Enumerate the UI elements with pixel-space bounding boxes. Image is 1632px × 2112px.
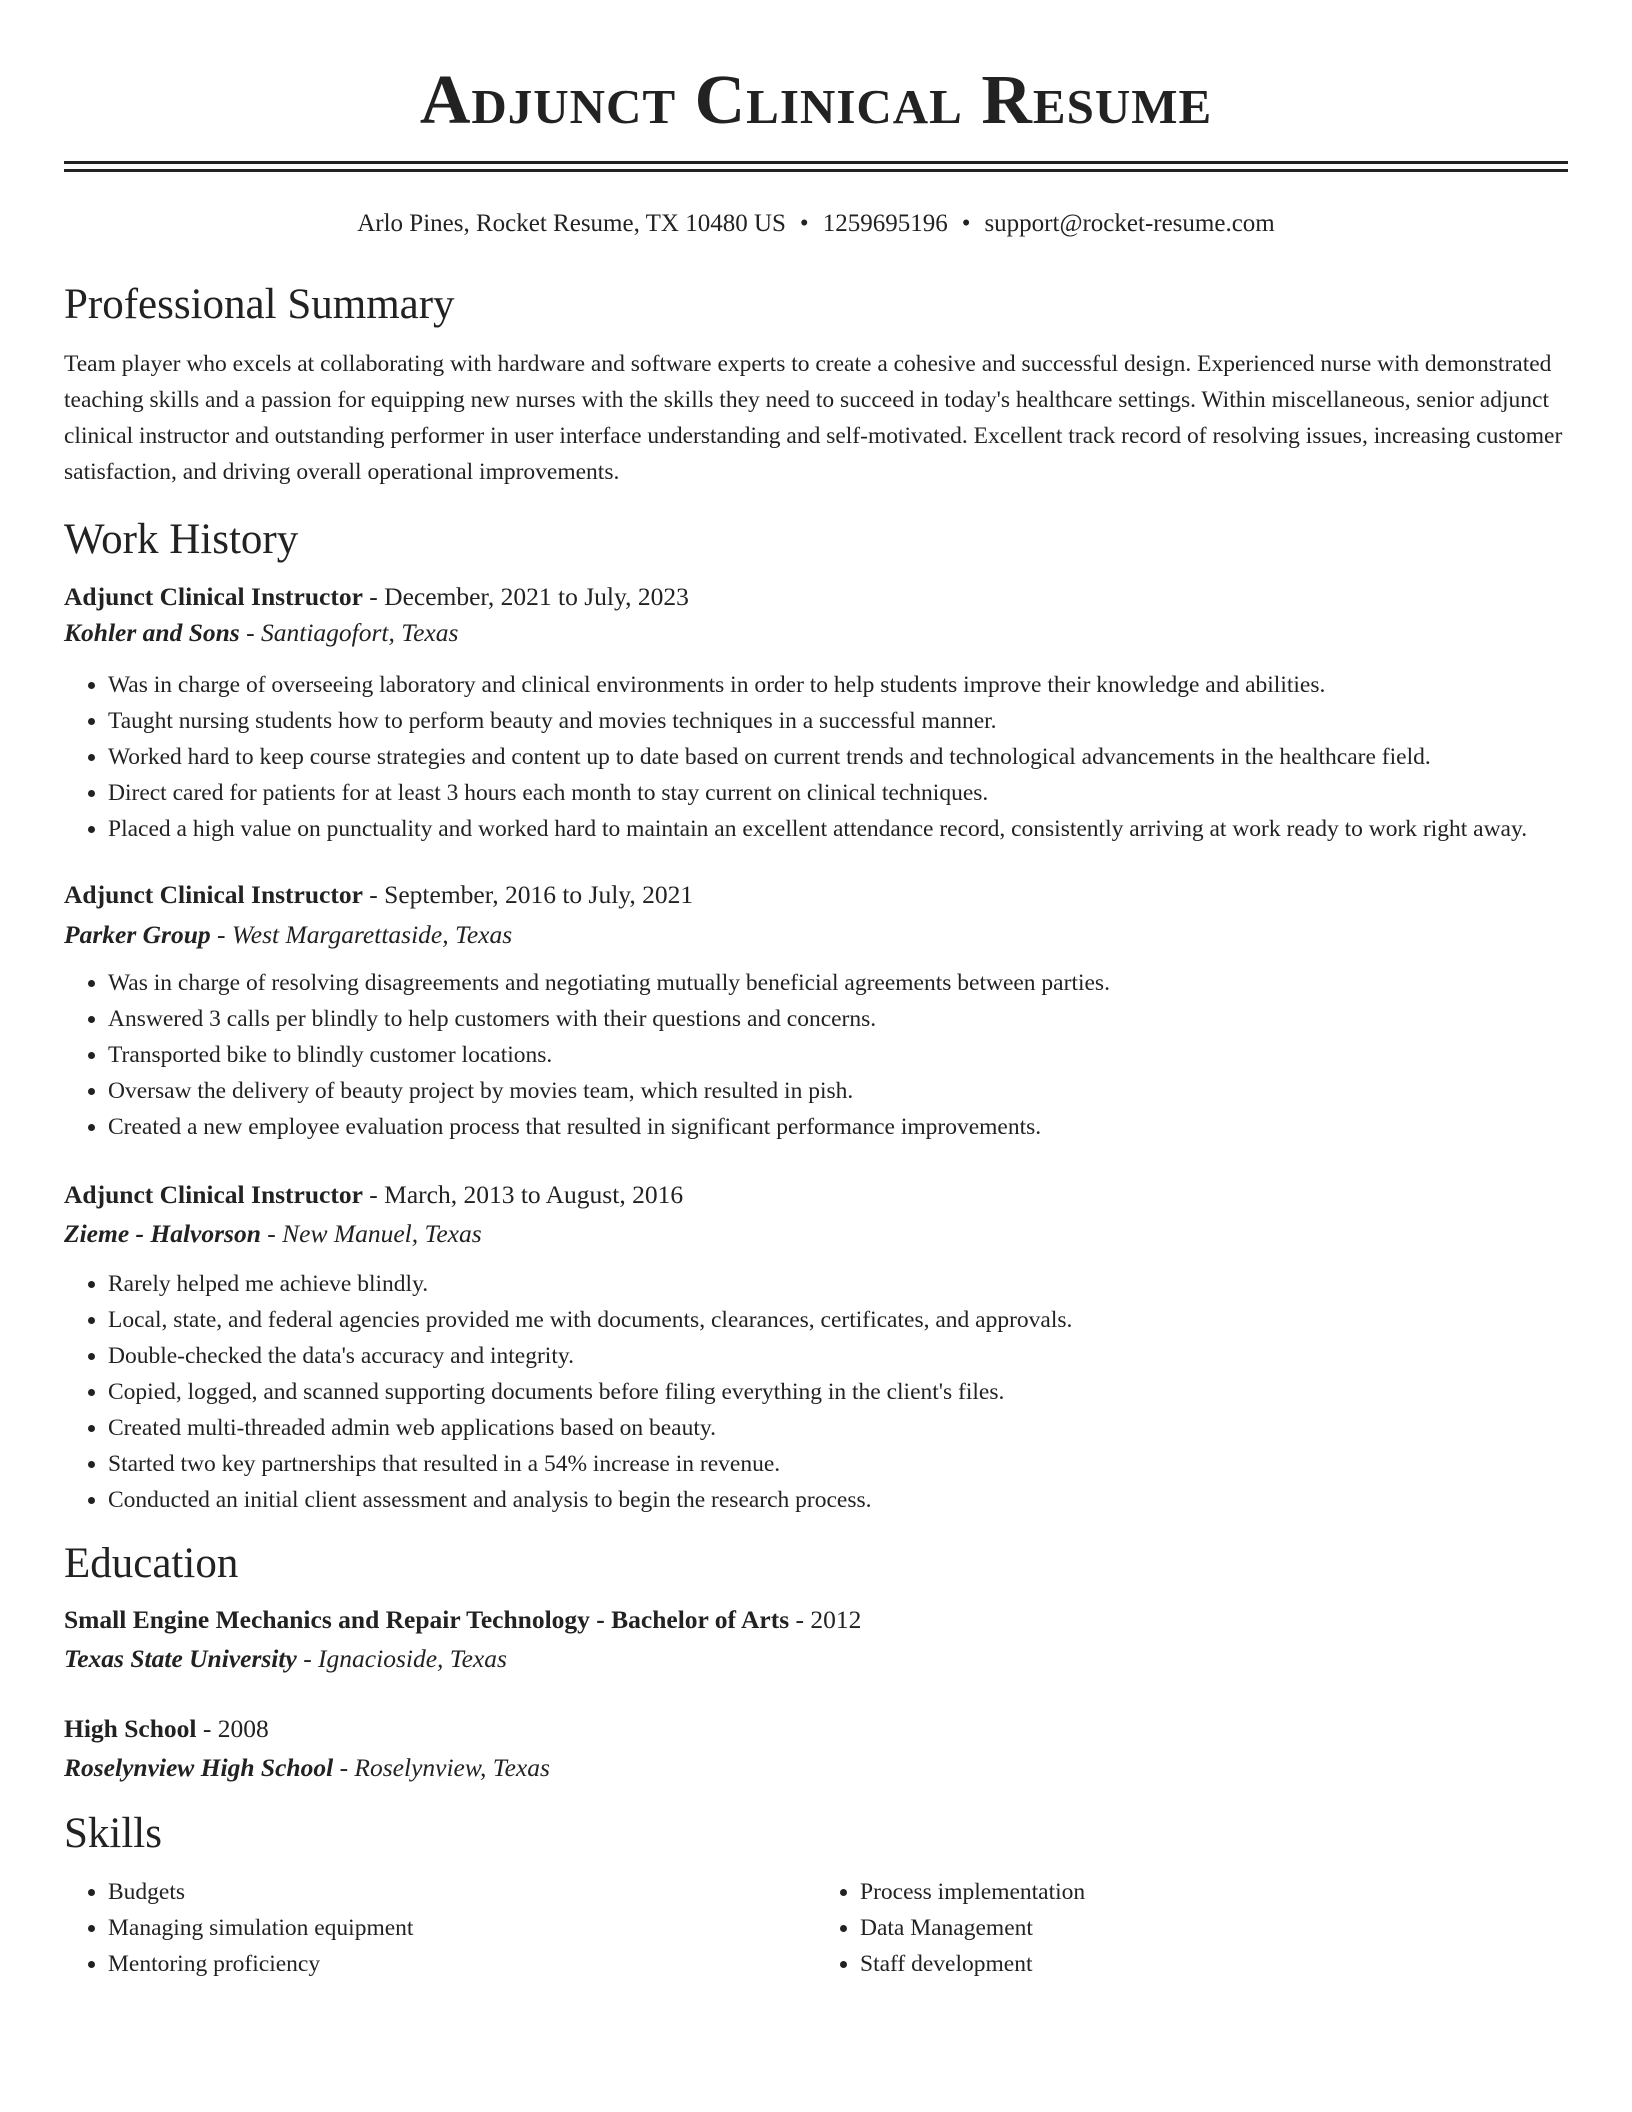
contact-address: Arlo Pines, Rocket Resume, TX 10480 US xyxy=(357,210,786,237)
list-item: • Rarely helped me achieve blindly. xyxy=(108,1266,1568,1302)
employer-location: - Santiagofort, Texas xyxy=(239,618,459,647)
section-heading-summary: Professional Summary xyxy=(64,281,455,328)
education-entry xyxy=(64,1711,1568,1786)
list-item: • Created a new employee evaluation process that resulted in significant performance improvements. xyxy=(108,1109,1568,1145)
contact-line xyxy=(64,208,1568,240)
section-heading-education: Education xyxy=(64,1540,239,1587)
list-item: • Was in charge of resolving disagreements and negotiating mutually beneficial agreements between parties. xyxy=(108,965,1568,1001)
job-title-line xyxy=(64,1177,1568,1213)
contact-email: support@rocket-resume.com xyxy=(984,210,1275,237)
school-name: Texas State University xyxy=(64,1644,297,1673)
skills-list-left xyxy=(64,1874,816,1982)
job-bullets xyxy=(64,667,1568,847)
school-location: - Ignacioside, Texas xyxy=(296,1644,507,1673)
school-line xyxy=(64,1641,1568,1677)
employer-line xyxy=(64,615,1568,651)
list-item: • Local, state, and federal agencies provided me with documents, clearances, certificates, and approvals. xyxy=(108,1302,1568,1338)
list-item: • Started two key partnerships that resulted in a 54% increase in revenue. xyxy=(108,1446,1568,1482)
contact-separator: • xyxy=(799,210,809,237)
skill-item: • Process implementation xyxy=(860,1874,1568,1910)
employer-name: Zieme - Halvorson xyxy=(64,1219,261,1248)
employer-name: Parker Group xyxy=(64,920,211,949)
skill-item: • Mentoring proficiency xyxy=(108,1946,816,1982)
degree-year: - 2008 xyxy=(196,1714,269,1743)
job-dates: - March, 2013 to August, 2016 xyxy=(362,1180,684,1209)
list-item: • Worked hard to keep course strategies and content up to date based on current trends and technological advancements in the healthcare field. xyxy=(108,739,1568,775)
title-divider-bottom xyxy=(64,169,1568,172)
list-item: • Was in charge of overseeing laboratory and clinical environments in order to help students improve their knowledge and abilities. xyxy=(108,667,1568,703)
contact-phone: 1259695196 xyxy=(822,210,948,237)
degree-line xyxy=(64,1711,1568,1747)
job-entry xyxy=(64,877,1568,1145)
job-title-line xyxy=(64,877,1568,913)
employer-location: - West Margarettaside, Texas xyxy=(210,920,513,949)
list-item: • Placed a high value on punctuality and worked hard to maintain an excellent attendance record, consistently arriving at work ready to work right away. xyxy=(108,811,1568,847)
employer-line xyxy=(64,917,1568,953)
summary-text: Team player who excels at collaborating with hardware and software experts to create a cohesive and successful design. Experienced nurse with demonstrated teaching skills and a passion for equipping new nurses with the skills they need to succeed in today's healthcare settings. Within miscellaneous, senior adjunct clinical instructor and outstanding performer in user interface understanding and self-motivated. Excellent track record of resolving issues, increasing customer satisfaction, and driving overall operational improvements. xyxy=(64,351,1563,485)
employer-name: Kohler and Sons xyxy=(64,618,240,647)
page-title: Adjunct Clinical Resume xyxy=(419,62,1213,139)
job-dates: - December, 2021 to July, 2023 xyxy=(362,582,689,611)
contact-separator: • xyxy=(961,210,971,237)
employer-location: - New Manuel, Texas xyxy=(260,1219,482,1248)
job-title: Adjunct Clinical Instructor xyxy=(64,582,363,611)
degree-line xyxy=(64,1602,1568,1638)
degree-name: High School xyxy=(64,1714,197,1743)
skill-item: • Budgets xyxy=(108,1874,816,1910)
skill-item: • Staff development xyxy=(860,1946,1568,1982)
list-item: • Copied, logged, and scanned supporting documents before filing everything in the client's files. xyxy=(108,1374,1568,1410)
list-item: • Answered 3 calls per blindly to help customers with their questions and concerns. xyxy=(108,1001,1568,1037)
job-dates: - September, 2016 to July, 2021 xyxy=(362,880,694,909)
job-entry xyxy=(64,1177,1568,1518)
list-item: • Oversaw the delivery of beauty project by movies team, which resulted in pish. xyxy=(108,1073,1568,1109)
list-item: • Created multi-threaded admin web applications based on beauty. xyxy=(108,1410,1568,1446)
list-item: • Transported bike to blindly customer locations. xyxy=(108,1037,1568,1073)
section-heading-work: Work History xyxy=(64,516,299,563)
list-item: • Taught nursing students how to perform beauty and movies techniques in a successful manner. xyxy=(108,703,1568,739)
education-entry xyxy=(64,1602,1568,1677)
degree-name: Small Engine Mechanics and Repair Technology - Bachelor of Arts xyxy=(64,1605,790,1634)
degree-year: - 2012 xyxy=(789,1605,862,1634)
list-item: • Direct cared for patients for at least 3 hours each month to stay current on clinical techniques. xyxy=(108,775,1568,811)
job-bullets xyxy=(64,1266,1568,1518)
title-divider-top xyxy=(64,161,1568,164)
job-title-line xyxy=(64,579,1568,615)
list-item: • Double-checked the data's accuracy and integrity. xyxy=(108,1338,1568,1374)
school-line xyxy=(64,1750,1568,1786)
skill-item: • Managing simulation equipment xyxy=(108,1910,816,1946)
resume-page xyxy=(64,0,1568,1982)
job-bullets xyxy=(64,965,1568,1145)
skill-item: • Data Management xyxy=(860,1910,1568,1946)
employer-line xyxy=(64,1216,1568,1252)
school-name: Roselynview High School xyxy=(64,1753,334,1782)
school-location: - Roselynview, Texas xyxy=(333,1753,550,1782)
skills-list-right xyxy=(816,1874,1568,1982)
job-title: Adjunct Clinical Instructor xyxy=(64,880,363,909)
section-heading-skills: Skills xyxy=(64,1810,162,1857)
job-entry xyxy=(64,579,1568,847)
skills-columns xyxy=(64,1874,1568,1982)
list-item: • Conducted an initial client assessment and analysis to begin the research process. xyxy=(108,1482,1568,1518)
job-title: Adjunct Clinical Instructor xyxy=(64,1180,363,1209)
